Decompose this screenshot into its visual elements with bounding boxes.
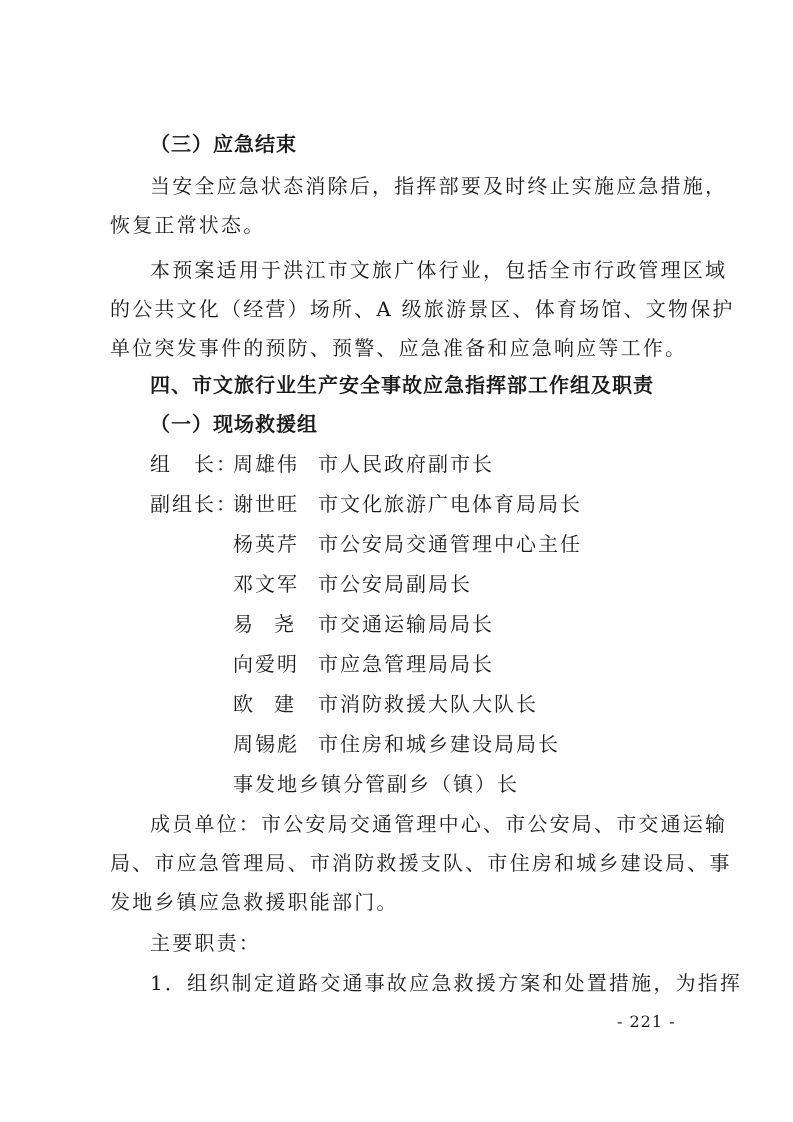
members-line: 局、市应急管理局、市消防救援支队、市住房和城乡建设局、事 — [110, 851, 732, 875]
deputy-label: 副组长： — [150, 492, 238, 516]
deputy-name: 易尧 — [233, 612, 315, 636]
section-heading-working-groups: 四、市文旅行业生产安全事故应急指挥部工作组及职责 — [150, 373, 654, 397]
leader-title: 市人民政府副市长 — [318, 452, 494, 476]
leader-name: 周雄伟 — [233, 452, 299, 476]
subsection-heading-rescue-group: （一）现场救援组 — [150, 412, 318, 436]
duties-label: 主要职责： — [150, 931, 261, 955]
deputy-title: 市消防救援大队大队长 — [318, 692, 538, 716]
members-line: 发地乡镇应急救援职能部门。 — [110, 890, 399, 914]
deputy-name: 邓文军 — [233, 572, 299, 596]
paragraph-line: 的公共文化（经营）场所、A 级旅游景区、体育场馆、文物保护 — [110, 297, 735, 321]
deputy-name: 欧建 — [233, 692, 315, 716]
page-number: - 221 - — [617, 1012, 676, 1031]
duty-item: 1．组织制定道路交通事故应急救援方案和处置措施，为指挥 — [150, 971, 743, 995]
deputy-title: 市文化旅游广电体育局局长 — [318, 492, 582, 516]
deputy-title: 市住房和城乡建设局局长 — [318, 732, 560, 756]
paragraph-line: 恢复正常状态。 — [110, 213, 266, 237]
deputy-title: 市交通运输局局长 — [318, 612, 494, 636]
section-heading-emergency-end: （三）应急结束 — [150, 132, 297, 156]
deputy-name: 杨英芹 — [233, 532, 299, 556]
leader-label: 组 长： — [150, 452, 238, 476]
deputy-title: 市应急管理局局长 — [318, 652, 494, 676]
deputy-name: 向爱明 — [233, 652, 299, 676]
deputy-name: 周锡彪 — [233, 732, 299, 756]
paragraph-line: 本预案适用于洪江市文旅广体行业，包括全市行政管理区域 — [150, 258, 728, 282]
paragraph-line: 当安全应急状态消除后，指挥部要及时终止实施应急措施， — [150, 174, 728, 198]
members-line: 成员单位：市公安局交通管理中心、市公安局、市交通运输 — [150, 812, 728, 836]
extra-deputy: 事发地乡镇分管副乡（镇）长 — [233, 772, 519, 796]
deputy-name: 谢世旺 — [233, 492, 299, 516]
deputy-title: 市公安局交通管理中心主任 — [318, 532, 582, 556]
deputy-title: 市公安局副局长 — [318, 572, 472, 596]
paragraph-line: 单位突发事件的预防、预警、应急准备和应急响应等工作。 — [110, 336, 688, 360]
